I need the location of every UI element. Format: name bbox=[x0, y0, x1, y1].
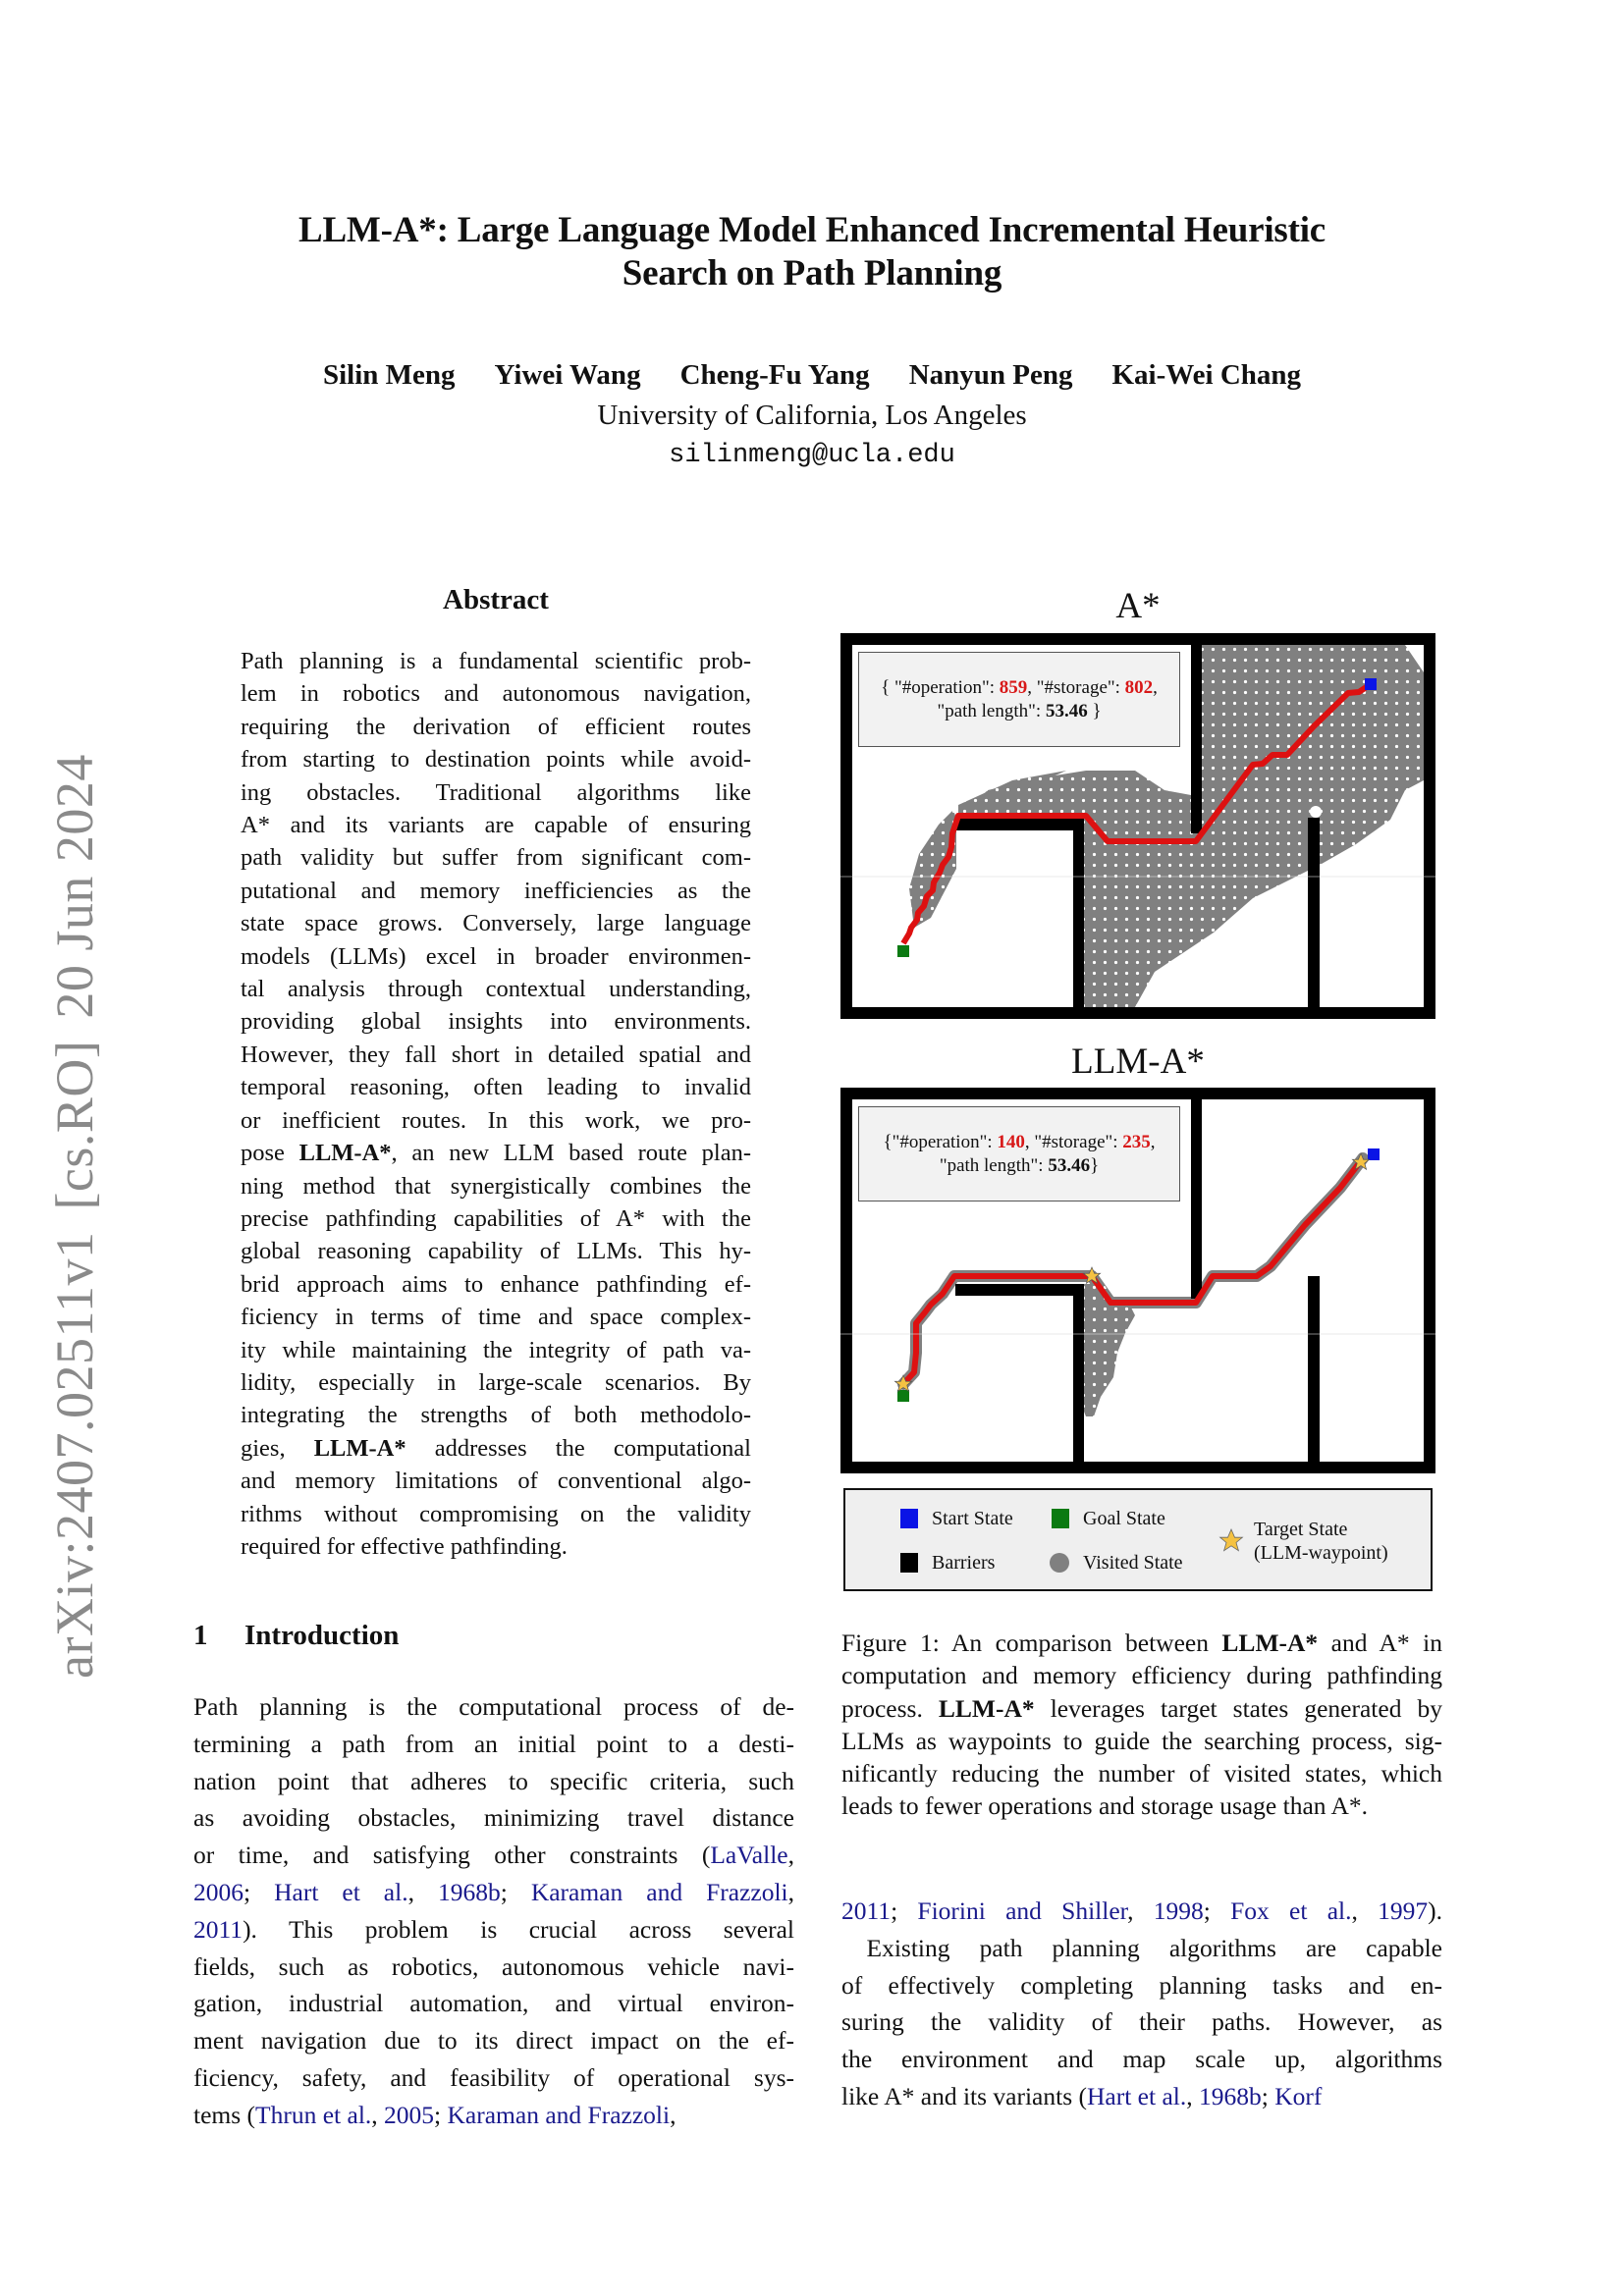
text-line: or time, and satisfying other constraints (LaValle, bbox=[193, 1841, 794, 1870]
text-line: ing obstacles. Traditional algorithms like bbox=[241, 778, 751, 806]
black-square-icon bbox=[900, 1553, 918, 1573]
section-heading-introduction bbox=[193, 1618, 783, 1653]
author-list bbox=[196, 357, 1428, 393]
goal-state-marker bbox=[897, 1390, 909, 1402]
operation-count: 140 bbox=[997, 1131, 1025, 1152]
citation-link[interactable]: Fox et al. bbox=[1230, 1896, 1352, 1925]
text-line: models (LLMs) excel in broader environmen- bbox=[241, 942, 751, 970]
stats-box-astar bbox=[858, 652, 1180, 747]
legend-item-visited-state: Visited State bbox=[1050, 1552, 1183, 1574]
arxiv-stamp bbox=[45, 697, 104, 1679]
citation-link[interactable]: 2011 bbox=[841, 1896, 892, 1925]
text-line: rithms without compromising on the validity bbox=[241, 1500, 751, 1527]
text-line: precise pathfinding capabilities of A* with the bbox=[241, 1204, 751, 1232]
text-line: However, they fall short in detailed spatial and bbox=[241, 1041, 751, 1068]
text-line: like A* and its variants (Hart et al., 1968b; Korf bbox=[841, 2081, 1323, 2110]
text-line: leads to fewer operations and storage usage than A*. bbox=[841, 1791, 1369, 1821]
citation-link[interactable]: Korf bbox=[1274, 2081, 1323, 2110]
text-line: suring the validity of their paths. However, as bbox=[841, 2007, 1442, 2037]
text-line: gies, LLM-A* addresses the computational bbox=[241, 1434, 751, 1462]
stats-line-1: { "#operation": 859, "#storage": 802, bbox=[881, 676, 1158, 698]
paper-title-line-2: Search on Path Planning bbox=[622, 253, 1002, 294]
citation-link[interactable]: Thrun et al. bbox=[255, 2100, 372, 2129]
text-line: Path planning is a fundamental scientific prob- bbox=[241, 648, 751, 674]
text-line: A* and its variants are capable of ensuring bbox=[241, 812, 751, 839]
text-line: from starting to destination points while avoid- bbox=[241, 746, 751, 774]
citation-link[interactable]: 2011 bbox=[193, 1914, 244, 1944]
text-line: of effectively completing planning tasks and en- bbox=[841, 1970, 1442, 2000]
citation-link[interactable]: Fiorini and Shiller bbox=[917, 1896, 1128, 1925]
text-line: 2006; Hart et al., 1968b; Karaman and Frazzoli, bbox=[193, 1877, 794, 1906]
author: Yiwei Wang bbox=[494, 359, 641, 391]
abstract-heading: Abstract bbox=[443, 584, 549, 615]
start-state-marker bbox=[1368, 1148, 1380, 1160]
citation-link[interactable]: Karaman and Frazzoli bbox=[530, 1877, 788, 1906]
text-line: computation and memory efficiency during pathfinding bbox=[841, 1661, 1442, 1690]
text-line: 2011). This problem is crucial across several bbox=[193, 1914, 794, 1944]
introduction-body-right bbox=[841, 1893, 1442, 2115]
stats-line-2: "path length": 53.46 } bbox=[937, 700, 1102, 721]
text-line: gation, industrial automation, and virtual environ- bbox=[193, 1989, 794, 2018]
citation-link[interactable]: 1998 bbox=[1153, 1896, 1204, 1925]
legend-item-goal-state: Goal State bbox=[1052, 1508, 1165, 1529]
text-line: termining a path from an initial point to a desti- bbox=[193, 1729, 794, 1758]
storage-count: 235 bbox=[1122, 1131, 1151, 1152]
text-line: nificantly reducing the number of visited states, which bbox=[841, 1759, 1442, 1789]
goal-state-marker bbox=[897, 945, 909, 957]
citation-link[interactable]: 1968b bbox=[1199, 2081, 1262, 2110]
text-line: pose LLM-A*, an new LLM based route plan- bbox=[241, 1140, 751, 1167]
text-line: brid approach aims to enhance pathfinding ef- bbox=[241, 1270, 751, 1298]
section-number: 1 bbox=[193, 1620, 208, 1651]
arxiv-id[interactable]: arXiv:2407.02511v1 bbox=[45, 1231, 104, 1679]
map-llm-astar bbox=[840, 1088, 1435, 1473]
storage-count: 802 bbox=[1124, 676, 1154, 698]
text-line: Path planning is the computational process of de- bbox=[193, 1692, 794, 1721]
legend-item-barriers: Barriers bbox=[900, 1552, 995, 1574]
text-line: or inefficient routes. In this work, we pro- bbox=[241, 1106, 751, 1134]
author: Nanyun Peng bbox=[908, 359, 1073, 391]
text-line: requiring the derivation of efficient routes bbox=[241, 713, 751, 740]
text-line: LLMs as waypoints to guide the searching process, sig- bbox=[841, 1726, 1442, 1755]
citation-link[interactable]: LaValle bbox=[710, 1841, 788, 1870]
section-title: Introduction bbox=[244, 1620, 400, 1651]
paper-title-line-1: LLM-A*: Large Language Model Enhanced Incremental Heuristic bbox=[298, 210, 1326, 250]
arxiv-date: 20 Jun 2024 bbox=[45, 754, 104, 1019]
text-line: tal analysis through contextual understanding, bbox=[241, 976, 751, 1003]
figure-panel-title-llm-astar: LLM-A* bbox=[1071, 1041, 1205, 1082]
text-line: global reasoning capability of LLMs. This hy- bbox=[241, 1238, 751, 1265]
text-line: Existing path planning algorithms are capable bbox=[841, 1933, 1442, 1962]
path-length-value: 53.46 bbox=[1045, 700, 1088, 721]
path-length-value: 53.46 bbox=[1048, 1154, 1091, 1176]
text-line: process. LLM-A* leverages target states generated by bbox=[841, 1693, 1442, 1723]
author-email[interactable]: silinmeng@ucla.edu bbox=[669, 441, 955, 470]
text-line: ning method that synergistically combines the bbox=[241, 1172, 751, 1200]
text-line: providing global insights into environments. bbox=[241, 1008, 751, 1036]
text-line: ity while maintaining the integrity of path va- bbox=[241, 1336, 751, 1363]
abstract-body bbox=[241, 645, 751, 1563]
figure-panel-title-astar: A* bbox=[1115, 586, 1161, 626]
green-square-icon bbox=[1052, 1509, 1069, 1528]
figure-legend bbox=[843, 1488, 1433, 1591]
paper-title bbox=[196, 209, 1428, 295]
text-line: lidity, especially in large-scale scenarios. By bbox=[241, 1368, 751, 1396]
text-line: as avoiding obstacles, minimizing travel distance bbox=[193, 1803, 794, 1833]
map-astar bbox=[840, 633, 1435, 1019]
star-icon bbox=[1218, 1528, 1244, 1554]
text-line: ficiency, safety, and feasibility of operational sys- bbox=[193, 2062, 794, 2092]
citation-link[interactable]: 1968b bbox=[437, 1877, 501, 1906]
stats-line-1: {"#operation": 140, "#storage": 235, bbox=[883, 1131, 1156, 1152]
text-line: tems (Thrun et al., 2005; Karaman and Frazzoli, bbox=[193, 2100, 677, 2129]
text-line: ment navigation due to its direct impact on the ef- bbox=[193, 2026, 794, 2056]
text-line: and memory limitations of conventional algo- bbox=[241, 1468, 751, 1495]
operation-count: 859 bbox=[999, 676, 1028, 698]
citation-link[interactable]: 2006 bbox=[193, 1877, 244, 1906]
text-line: path validity but suffer from significant com- bbox=[241, 844, 751, 872]
stats-line-2: "path length": 53.46} bbox=[939, 1154, 1100, 1176]
introduction-body-left bbox=[193, 1688, 794, 2134]
blue-square-icon bbox=[900, 1509, 918, 1528]
arxiv-category: [cs.RO] bbox=[45, 1040, 104, 1210]
author: Kai-Wei Chang bbox=[1111, 359, 1302, 391]
stats-box-llm-astar bbox=[858, 1106, 1180, 1201]
text-line: ficiency in terms of time and space complex- bbox=[241, 1304, 751, 1331]
citation-link[interactable]: Hart et al. bbox=[1087, 2081, 1187, 2110]
start-state-marker bbox=[1365, 678, 1377, 690]
text-line: putational and memory inefficiencies as the bbox=[241, 877, 751, 904]
text-line: lem in robotics and autonomous navigation, bbox=[241, 680, 751, 708]
text-line: state space grows. Conversely, large language bbox=[241, 910, 751, 937]
author: Cheng-Fu Yang bbox=[679, 359, 870, 391]
affiliation: University of California, Los Angeles bbox=[597, 400, 1027, 431]
text-line: nation point that adheres to specific criteria, such bbox=[193, 1766, 794, 1795]
legend-item-target-state: Target State (LLM-waypoint) bbox=[1218, 1518, 1388, 1565]
citation-link[interactable]: Karaman and Frazzoli bbox=[447, 2100, 671, 2129]
text-line: integrating the strengths of both methodolo- bbox=[241, 1402, 751, 1429]
text-line: Figure 1: An comparison between LLM-A* and A* in bbox=[841, 1629, 1442, 1657]
text-line: required for effective pathfinding. bbox=[241, 1532, 568, 1560]
citation-link[interactable]: Hart et al. bbox=[274, 1877, 408, 1906]
text-line: fields, such as robotics, autonomous vehicle navi- bbox=[193, 1951, 794, 1981]
legend-item-start-state: Start State bbox=[900, 1508, 1013, 1529]
text-line: the environment and map scale up, algorithms bbox=[841, 2045, 1442, 2074]
citation-link[interactable]: 1997 bbox=[1378, 1896, 1429, 1925]
text-line: 2011; Fiorini and Shiller, 1998; Fox et al., 1997). bbox=[841, 1896, 1443, 1925]
citation-link[interactable]: 2005 bbox=[384, 2100, 435, 2129]
author: Silin Meng bbox=[322, 359, 456, 391]
figure-caption bbox=[841, 1627, 1442, 1823]
gray-circle-icon bbox=[1050, 1553, 1069, 1573]
text-line: temporal reasoning, often leading to invalid bbox=[241, 1074, 751, 1101]
